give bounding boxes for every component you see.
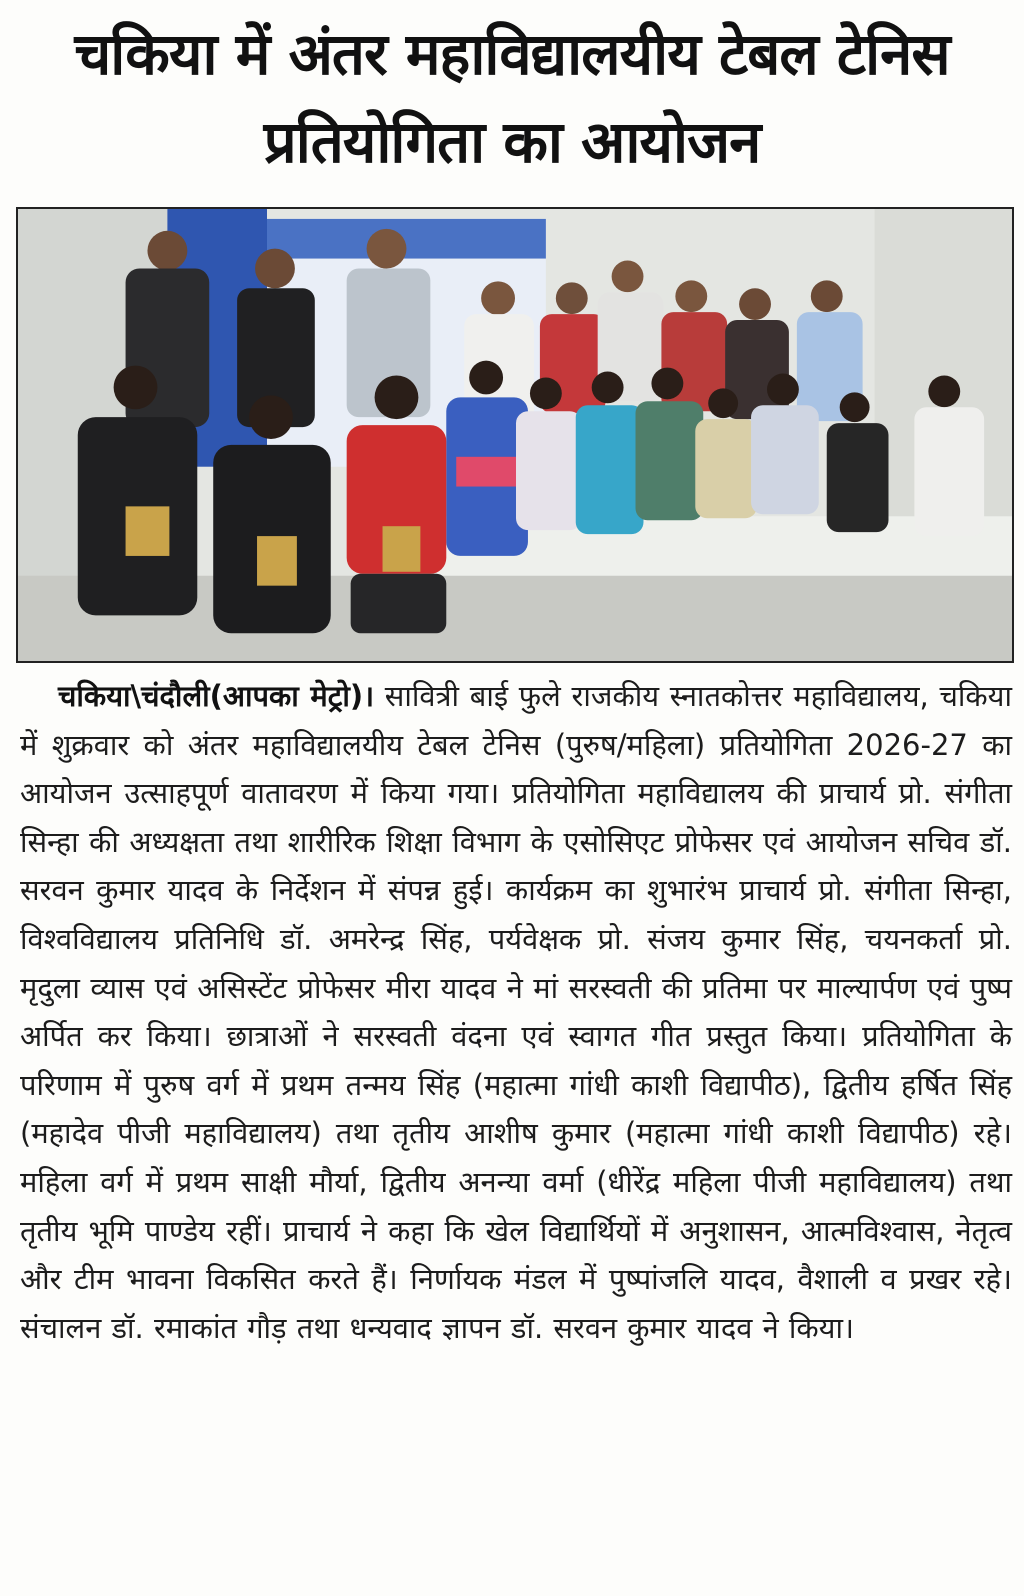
news-photo — [16, 207, 1014, 663]
article-text: सावित्री बाई फुले राजकीय स्नातकोत्तर महाविद्यालय, चकिया में शुक्रवार को अंतर महाविद्यालयीय टेबल टेनिस (पुरुष/महिला) प्रतियोगिता 2026-27 का आयोजन उत्साहपूर्ण वातावरण में किया गया। प्रतियोगिता महाविद्यालय की प्राचार्य प्रो. संगीता सिन्हा की अध्यक्षता तथा शारीरिक शिक्षा विभाग के एसोसिएट प्रोफेसर एवं आयोजन सचिव डॉ. सरवन कुमार यादव के निर्देशन में संपन्न हुई। कार्यक्रम का शुभारंभ प्राचार्य प्रो. संगीता सिन्हा, विश्वविद्यालय प्रतिनिधि डॉ. अमरेन्द्र सिंह, पर्यवेक्षक प्रो. संजय कुमार सिंह, चयनकर्ता प्रो. मृदुला व्यास एवं असिस्टेंट प्रोफेसर मीरा यादव ने मां सरस्वती की प्रतिमा पर माल्यार्पण एवं पुष्प अर्पित कर किया। छात्राओं ने सरस्वती वंदना एवं स्वागत गीत प्रस्तुत किया। प्रतियोगिता के परिणाम में पुरुष वर्ग में प्रथम तन्मय सिंह (महात्मा गांधी काशी विद्यापीठ), द्वितीय हर्षित सिंह (महादेव पीजी महाविद्यालय) तथा तृतीय आशीष कुमार (महात्मा गांधी काशी विद्यापीठ) रहे। महिला वर्ग में प्रथम साक्षी मौर्या, द्वितीय अनन्या वर्मा (धीरेंद्र महिला पीजी महाविद्यालय) तथा तृतीय भूमि पाण्डेय रहीं। प्राचार्य ने कहा कि खेल विद्यार्थियों में अनुशासन, आत्मविश्वास, नेतृत्व और टीम भावना विकसित करते हैं। निर्णायक मंडल में पुष्पांजलि यादव, वैशाली व प्रखर रहे। संचालन डॉ. रमाकांत गौड़ तथा धन्यवाद ज्ञापन डॉ. सरवन कुमार यादव ने किया। — [20, 679, 1012, 1345]
group-photo-icon — [18, 209, 1012, 661]
article-dateline: चकिया\चंदौली(आपका मेट्रो)। — [58, 679, 375, 713]
article-body — [20, 672, 1012, 1352]
headline: चकिया में अंतर महाविद्यालयीय टेबल टेनिस प्रतियोगिता का आयोजन — [74, 20, 950, 176]
